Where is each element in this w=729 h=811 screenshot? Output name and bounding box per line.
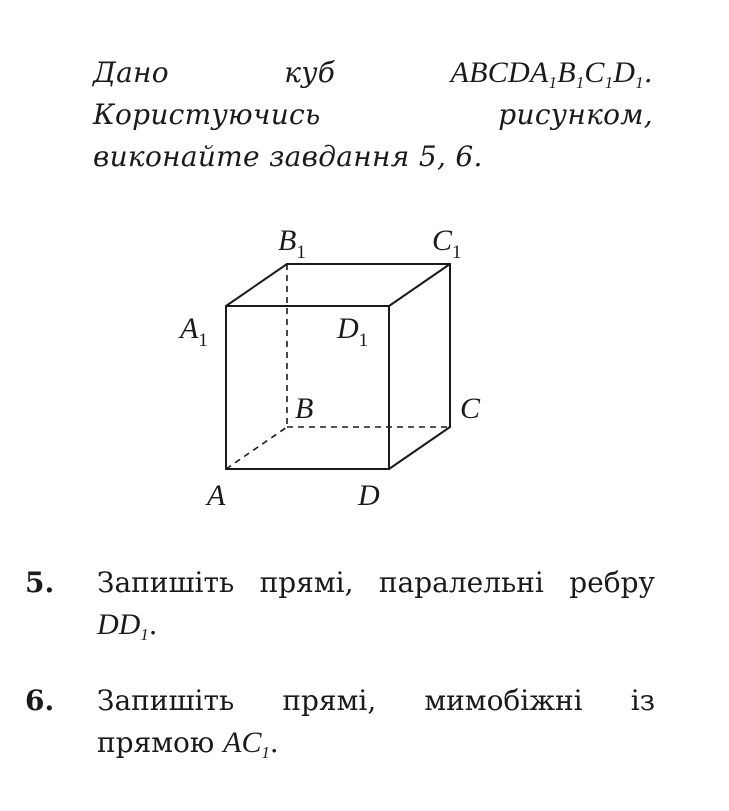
label-C1: $C_1$: [432, 224, 462, 263]
cube-visible-edges: [226, 264, 450, 469]
label-B: B: [295, 392, 314, 425]
edge-A1B1: [226, 264, 287, 306]
task-text: Запишіть прямі, мимобіжні із прямою $AC_1$.: [97, 684, 655, 762]
cube-hidden-edges: [226, 264, 450, 469]
intro-lead: Дано куб: [93, 56, 336, 89]
label-A: A: [207, 479, 226, 512]
label-D1: $D_1$: [337, 312, 369, 351]
edge-D1C1: [389, 264, 450, 306]
cube-name: $ABCDA_1B_1C_1D_1$: [450, 56, 644, 92]
intro-rest: . Користуючись рисунком, виконайте завдання 5, 6.: [93, 56, 653, 173]
label-D: D: [358, 479, 380, 512]
task-math: $DD_1$: [97, 608, 149, 644]
label-C: C: [460, 392, 481, 425]
edge-AB-hidden: [226, 427, 287, 469]
label-B1: $B_1$: [278, 224, 306, 263]
edge-DC: [389, 427, 450, 469]
task-text: Запишіть прямі, паралельні ребру $DD_1$.: [97, 566, 655, 644]
task-6: [25, 680, 655, 764]
task-number: 5.: [25, 566, 55, 599]
label-A1: $A_1$: [180, 312, 208, 351]
task-number: 6.: [25, 684, 55, 717]
task-5: [25, 562, 655, 646]
task-math: $AC_1$: [223, 726, 270, 762]
